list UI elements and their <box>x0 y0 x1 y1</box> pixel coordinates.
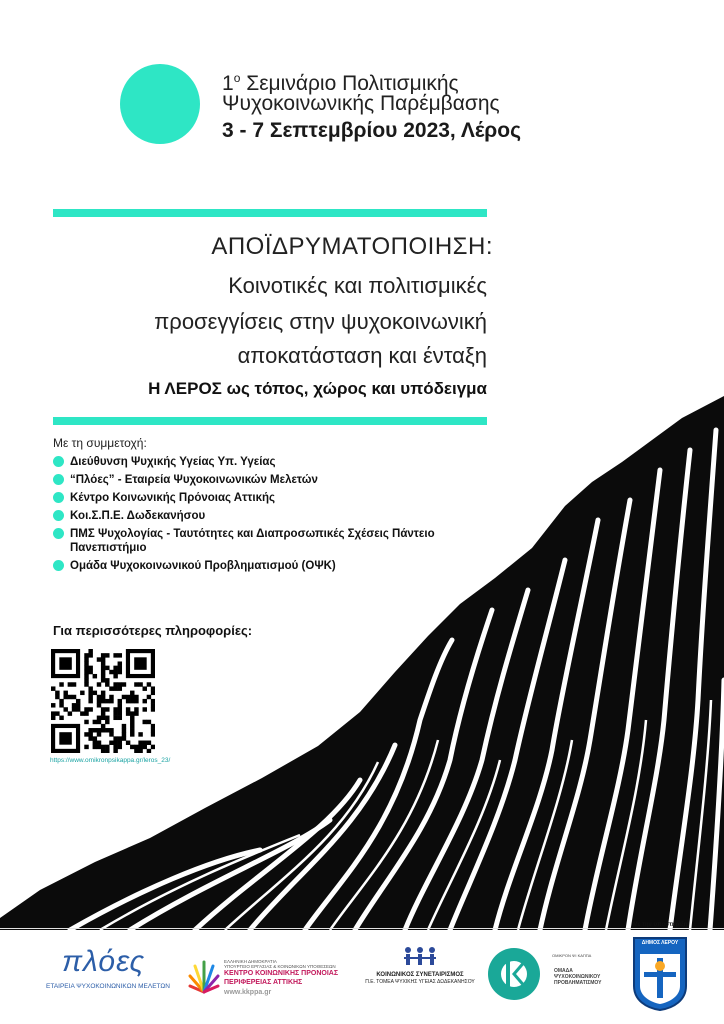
subtitle-line3: αποκατάσταση και ένταξη <box>237 343 487 368</box>
kkp-rays-icon <box>186 956 222 996</box>
bullet-dot-icon <box>53 510 64 521</box>
participant-name: Κοι.Σ.Π.Ε. Δωδεκανήσου <box>70 510 206 522</box>
subtitle-line2: προσεγγίσεις στην ψυχοκοινωνική <box>154 309 487 334</box>
kkp-text: ΚΕΝΤΡΟ ΚΟΙΝΩΝΙΚΗΣ ΠΡΟΝΟΙΑΣ <box>224 970 339 977</box>
bullet-dot-icon <box>53 528 64 539</box>
bullet-dot-icon <box>53 492 64 503</box>
more-info-heading: Για περισσότερες πληροφορίες: <box>53 623 253 638</box>
opsk-text: ΨΥΧΟΚΟΙΝΩΝΙΚΟΥ <box>554 974 601 980</box>
plokes-subtitle: ΕΤΑΙΡΕΙΑ ΨΥΧΟΚΟΙΝΩΝΙΚΩΝ ΜΕΛΕΤΩΝ <box>46 983 170 990</box>
subtitle-line1: Κοινοτικές και πολιτισμικές <box>228 273 487 298</box>
accent-bar-top <box>53 209 487 217</box>
kkp-text: ΥΠΟΥΡΓΕΙΟ ΕΡΓΑΣΙΑΣ & ΚΟΙΝΩΝΙΚΩΝ ΥΠΟΘΕΣΕΩΝ <box>224 964 336 969</box>
dimos-lerou-label: ΔΗΜΟΣ ΛΕΡΟΥ <box>641 940 679 946</box>
bullet-dot-icon <box>53 474 64 485</box>
seminar-title-line1: $1^o$ Σεμινάριο Πολιτισμικής <box>222 71 459 95</box>
koispe-logo <box>360 945 480 1005</box>
list-item <box>53 455 483 469</box>
seminar-title-line2: Ψυχοκοινωνικής Παρέμβασης <box>222 92 500 115</box>
kkp-url: www.kkppa.gr <box>224 989 272 996</box>
list-item <box>53 559 483 573</box>
list-item <box>53 527 470 555</box>
support-label: Με την υποστήριξη <box>632 922 688 928</box>
kkp-logo <box>186 940 356 1010</box>
kkp-text: ΠΕΡΙΦΕΡΕΙΑΣ ΑΤΤΙΚΗΣ <box>224 979 303 986</box>
list-item <box>53 473 483 487</box>
participant-name: “Πλόες” - Εταιρεία Ψυχοκοινωνικών Μελετών <box>70 474 318 486</box>
footer-divider <box>0 928 724 929</box>
opsk-text: ΠΡΟΒΛΗΜΑΤΙΣΜΟΥ <box>554 980 602 986</box>
koispe-figures-icon <box>400 945 440 969</box>
participant-name: Ομάδα Ψυχοκοινωνικού Προβληματισμού (ΟΨΚ) <box>70 560 336 572</box>
opsk-logo <box>482 940 612 1010</box>
participant-name: ΠΜΣ Ψυχολογίας - Ταυτότητες και Διαπροσωπικές Σχέσεις Πάντειο Πανεπιστήμιο <box>70 528 435 554</box>
opsk-text: ΟΜΑΔΑ <box>554 968 573 974</box>
kkp-text: ΕΛΛΗΝΙΚΗ ΔΗΜΟΚΡΑΤΙΑ <box>224 959 277 964</box>
plokes-wordmark: πλόες <box>61 945 146 978</box>
accent-bar-bottom <box>53 417 487 425</box>
tagline: Η ΛΕΡΟΣ ως τόπος, χώρος και υπόδειγμα <box>148 379 487 398</box>
bullet-dot-icon <box>53 456 64 467</box>
list-item <box>53 491 483 505</box>
participant-name: Διεύθυνση Ψυχικής Υγείας Υπ. Υγείας <box>70 456 276 468</box>
list-item <box>53 509 483 523</box>
accent-circle <box>120 64 200 144</box>
bullet-dot-icon <box>53 560 64 571</box>
koispe-sub: Π.Ε. ΤΟΜΕΑ ΨΥΧΙΚΗΣ ΥΓΕΙΑΣ ΔΩΔΕΚΑΝΗΣΟΥ <box>365 979 475 985</box>
qr-code-icon[interactable] <box>51 649 155 753</box>
opsk-circle-icon <box>486 946 542 1002</box>
info-link[interactable]: https://www.omikronpsikappa.gr/leros_23/ <box>50 757 171 764</box>
opsk-top-text: ΟΜΙΚΡΟΝ ΨΙ ΚΑΠΠΑ <box>552 953 592 958</box>
main-title: ΑΠΟΪΔΡΥΜΑΤΟΠΟΙΗΣΗ: <box>211 233 493 260</box>
participation-heading: Με τη συμμετοχή: <box>53 436 147 450</box>
seminar-dates: 3 - 7 Σεπτεμβρίου 2023, Λέρος <box>222 119 522 142</box>
koispe-name: ΚΟΙΝΩΝΙΚΟΣ ΣΥΝΕΤΑΙΡΙΣΜΟΣ <box>376 972 464 978</box>
dimos-lerou-logo <box>620 922 700 1017</box>
participant-name: Κέντρο Κοινωνικής Πρόνοιας Αττικής <box>70 492 275 504</box>
plokes-logo <box>46 945 170 1005</box>
participants-list <box>53 455 483 577</box>
